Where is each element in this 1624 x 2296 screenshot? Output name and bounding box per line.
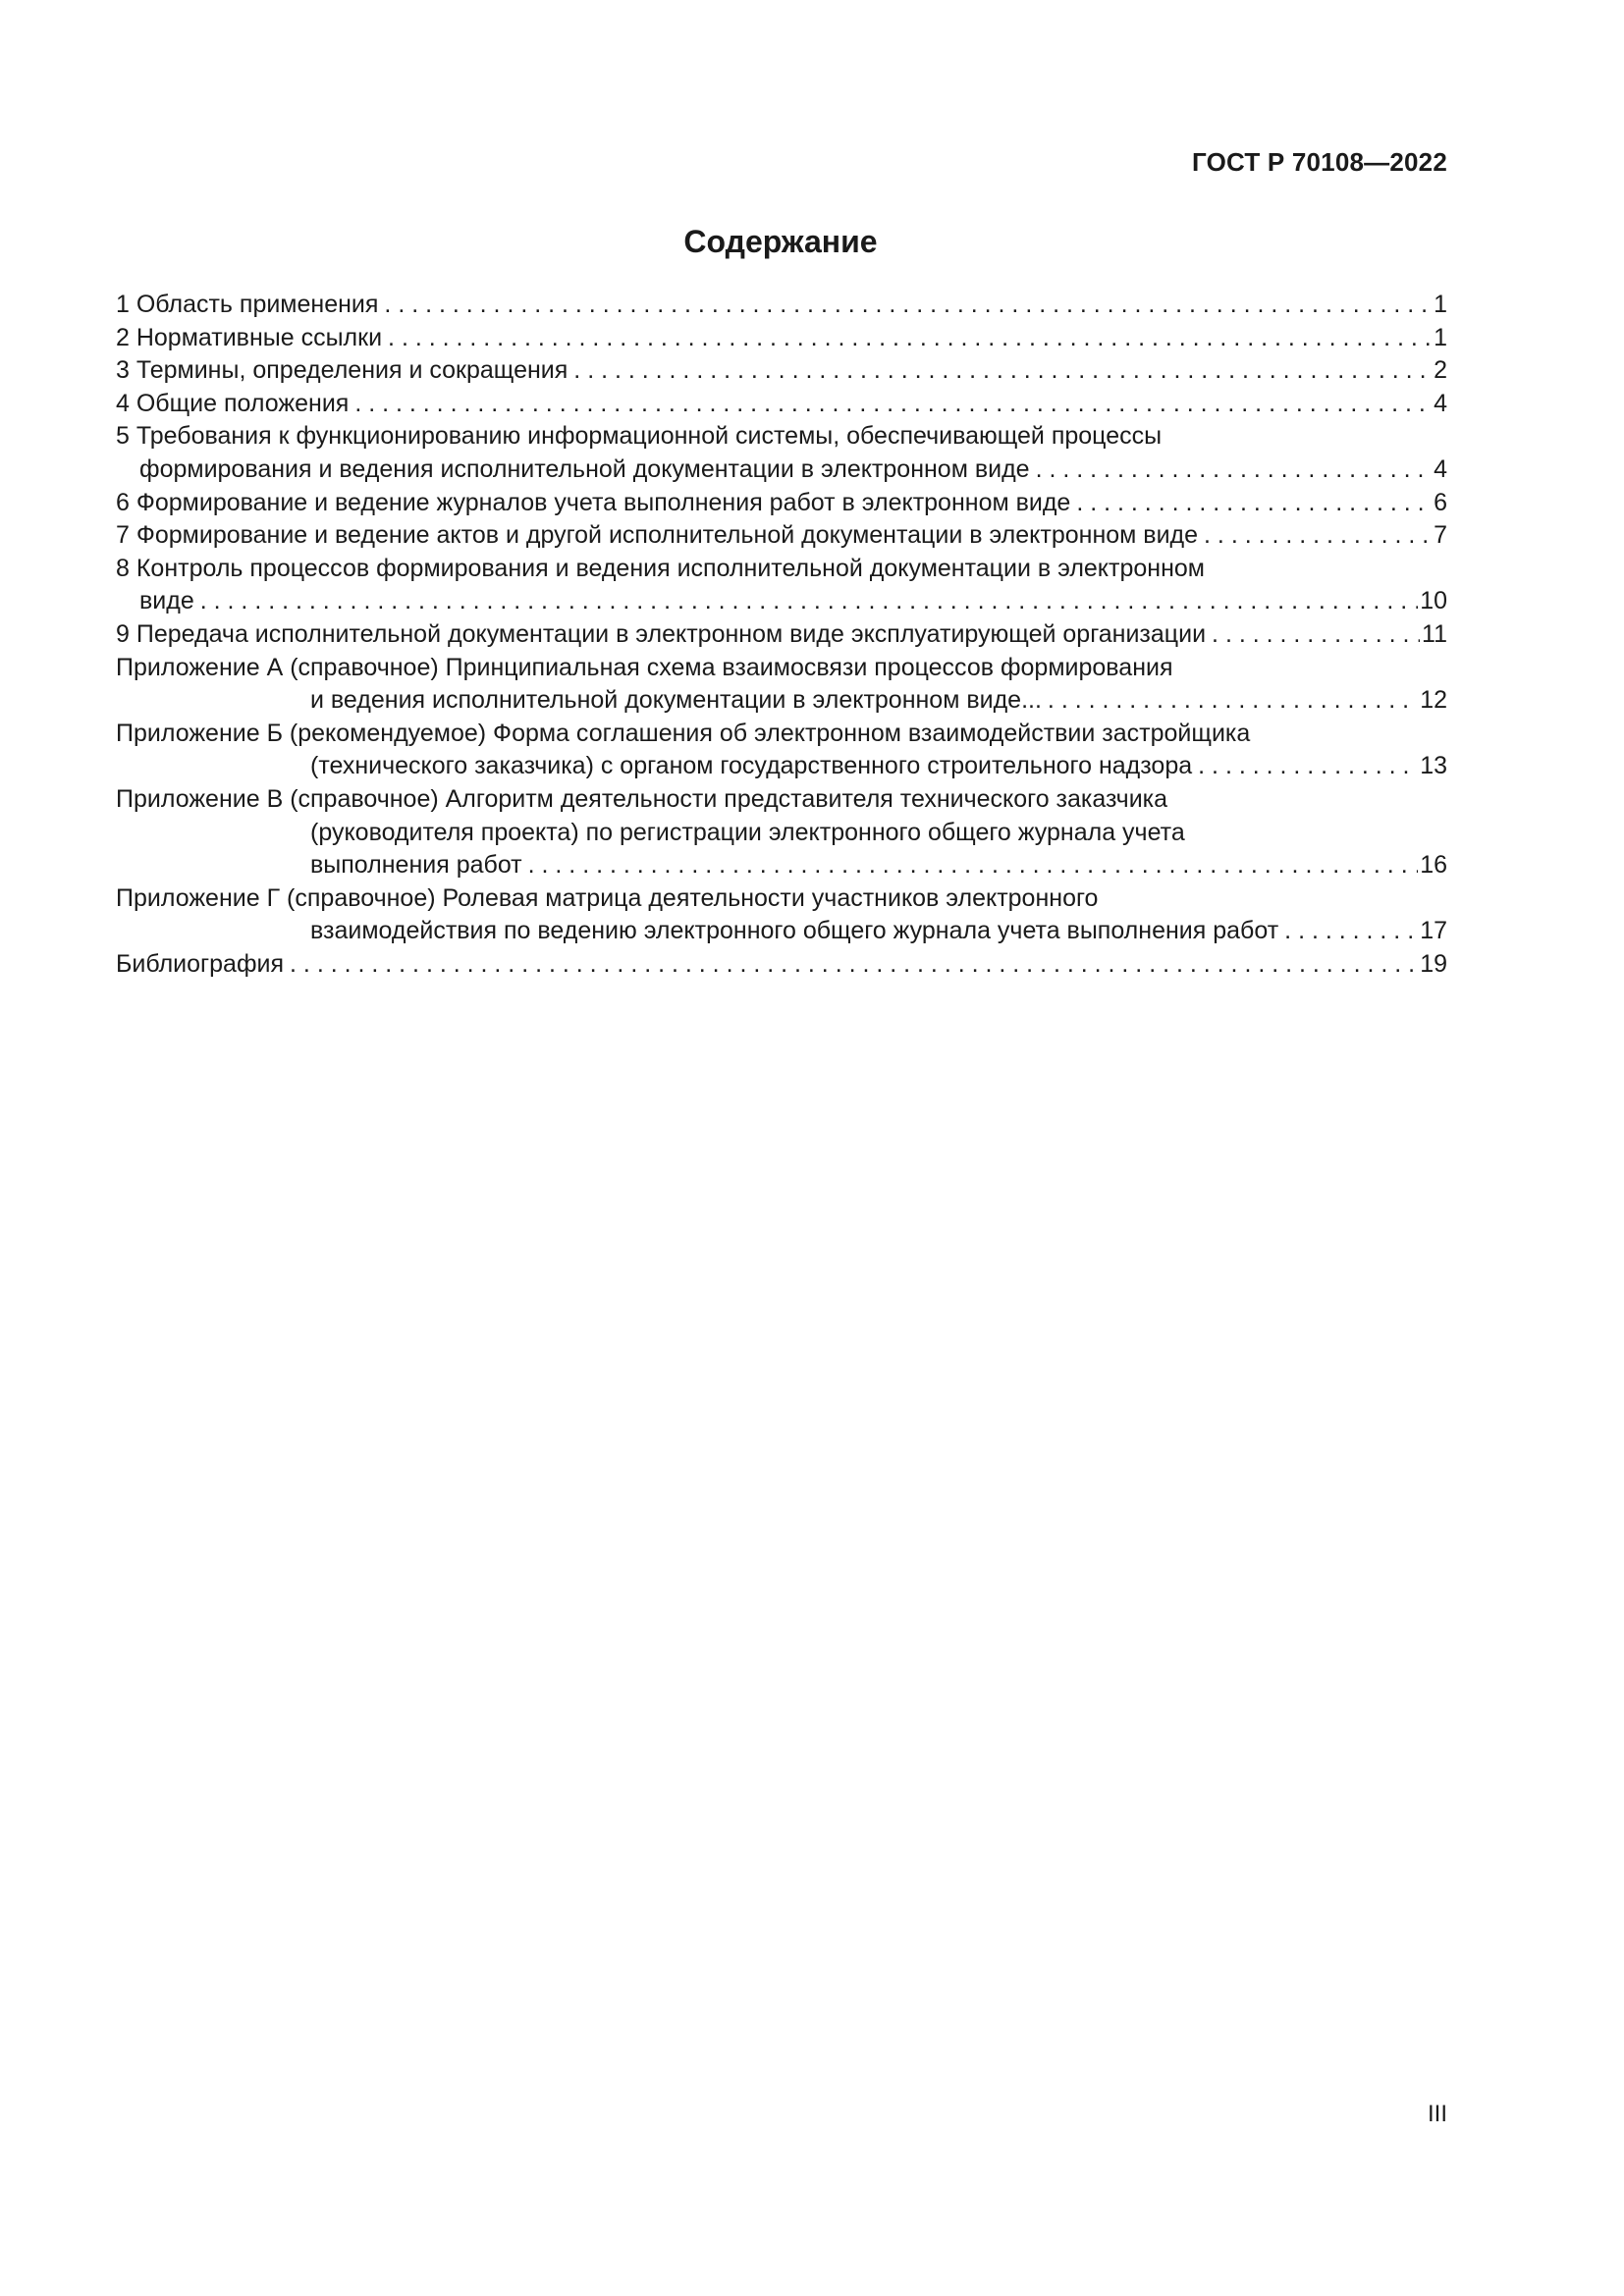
toc-entry-page: 2	[1434, 356, 1447, 385]
toc-entry-text: взаимодействия по ведению электронного общего журнала учета выполнения работ	[310, 917, 1279, 945]
toc-leader-dots	[290, 948, 1418, 982]
toc-entry[interactable]	[116, 289, 1447, 322]
toc-entry-page: 12	[1420, 686, 1447, 715]
toc-entry[interactable]	[116, 354, 1447, 388]
toc-entry-page: 17	[1420, 917, 1447, 945]
toc-entry[interactable]	[116, 487, 1447, 520]
toc-entry-page: 10	[1420, 587, 1447, 615]
toc-entry[interactable]	[116, 652, 1447, 718]
toc-leader-dots	[200, 585, 1418, 618]
toc-leader-dots	[1036, 454, 1433, 487]
toc-entry-page: 16	[1420, 851, 1447, 880]
toc-entry-text: 2 Нормативные ссылки	[116, 323, 383, 351]
toc-entry-text: 8 Контроль процессов формирования и ведения исполнительной документации в электронном	[116, 554, 1205, 582]
table-of-contents	[116, 289, 1447, 981]
toc-entry-page: 19	[1420, 949, 1447, 978]
toc-entry[interactable]	[116, 948, 1447, 982]
page-number: III	[1427, 2101, 1447, 2127]
toc-leader-dots	[354, 388, 1432, 421]
toc-entry[interactable]	[116, 882, 1447, 948]
toc-title: Содержание	[683, 224, 878, 259]
toc-entry-text: (руководителя проекта) по регистрации электронного общего журнала учета	[310, 818, 1185, 846]
toc-entry-page: 7	[1434, 521, 1447, 550]
toc-entry-text: Приложение Б (рекомендуемое) Форма соглашения об электронном взаимодействии застройщика	[116, 719, 1251, 747]
toc-entry-text: 5 Требования к функционированию информационной системы, обеспечивающей процессы	[116, 422, 1163, 451]
toc-leader-dots	[384, 289, 1432, 322]
toc-entry[interactable]	[116, 322, 1447, 355]
toc-leader-dots	[528, 849, 1419, 882]
toc-entry-page: 4	[1434, 389, 1447, 417]
toc-entry-page: 11	[1422, 619, 1447, 648]
toc-entry-text: Приложение В (справочное) Алгоритм деятельности представителя технического заказчика	[116, 784, 1168, 813]
toc-leader-dots	[1212, 618, 1420, 652]
toc-entry[interactable]	[116, 718, 1447, 783]
toc-entry-text: Приложение А (справочное) Принципиальная схема взаимосвязи процессов формирования	[116, 653, 1173, 681]
toc-entry-page: 1	[1434, 323, 1447, 351]
toc-entry[interactable]	[116, 388, 1447, 421]
toc-entry-text: Библиография	[116, 949, 285, 978]
toc-leader-dots	[1048, 684, 1418, 718]
toc-leader-dots	[1204, 519, 1432, 553]
toc-entry-page: 1	[1434, 291, 1447, 318]
toc-entry-page: 13	[1420, 752, 1447, 780]
toc-leader-dots	[1076, 487, 1432, 520]
toc-entry-text: 1 Область применения	[116, 291, 379, 318]
toc-entry-text: 4 Общие положения	[116, 389, 350, 417]
toc-entry[interactable]	[116, 783, 1447, 882]
toc-entry-text: выполнения работ	[310, 851, 522, 880]
toc-entry-text: 7 Формирование и ведение актов и другой исполнительной документации в электронном виде	[116, 521, 1199, 550]
toc-entry-text: Приложение Г (справочное) Ролевая матрица деятельности участников электронного	[116, 883, 1099, 912]
toc-leader-dots	[1284, 915, 1418, 948]
document-code: ГОСТ Р 70108—2022	[1192, 147, 1447, 177]
toc-entry-text: виде	[139, 587, 194, 615]
toc-entry-text: 9 Передача исполнительной документации в электронном виде эксплуатирующей организации	[116, 619, 1207, 648]
toc-entry-page: 4	[1434, 454, 1447, 483]
toc-entry-page: 6	[1434, 488, 1447, 516]
toc-entry[interactable]	[116, 420, 1447, 486]
toc-entry[interactable]	[116, 618, 1447, 652]
toc-entry-text: 3 Термины, определения и сокращения	[116, 356, 568, 385]
toc-entry-text: формирования и ведения исполнительной документации в электронном виде	[139, 454, 1030, 483]
toc-leader-dots	[1198, 750, 1418, 783]
toc-entry-text: (технического заказчика) с органом государственного строительного надзора	[310, 752, 1193, 780]
toc-entry-text: и ведения исполнительной документации в электронном виде...	[310, 686, 1042, 715]
toc-leader-dots	[573, 354, 1432, 388]
toc-entry[interactable]	[116, 553, 1447, 618]
toc-entry[interactable]	[116, 519, 1447, 553]
toc-entry-text: 6 Формирование и ведение журналов учета выполнения работ в электронном виде	[116, 488, 1071, 516]
toc-leader-dots	[388, 322, 1432, 355]
